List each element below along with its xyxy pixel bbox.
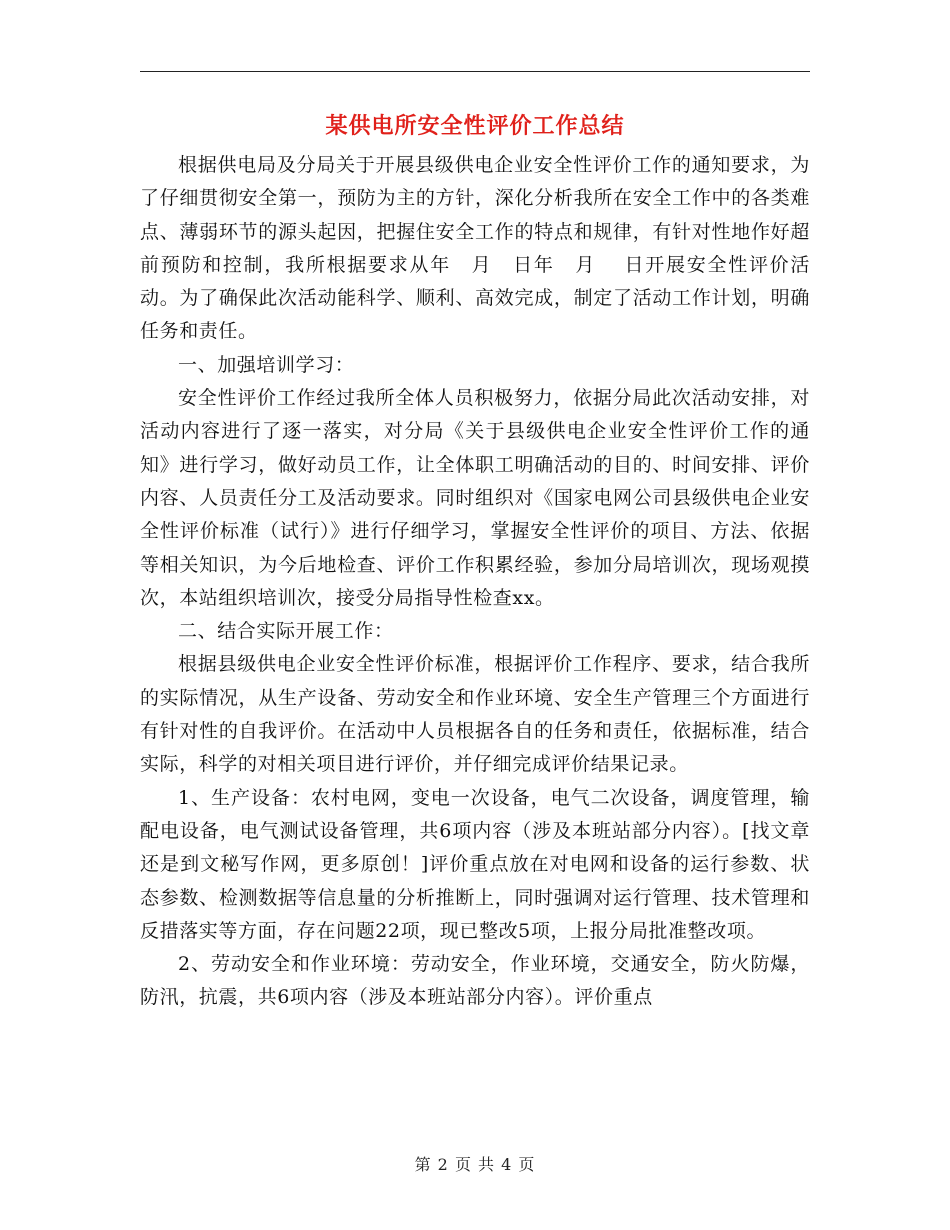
paragraph-practice: 根据县级供电企业安全性评价标准，根据评价工作程序、要求，结合我所的实际情况，从生产设备、劳动安全和作业环境、安全生产管理三个方面进行有针对性的自我评价。在活动中人员根据各自的任务和责任，依据标准，结合实际，科学的对相关项目进行评价，并仔细完成评价结果记录。 bbox=[140, 653, 810, 776]
page-footer bbox=[0, 1152, 950, 1175]
header-rule bbox=[140, 71, 810, 72]
paragraph-training: 安全性评价工作经过我所全体人员积极努力，依据分局此次活动安排，对活动内容进行了逐一落实，对分局《关于县级供电企业安全性评价工作的通知》进行学习，做好动员工作，让全体职工明确活动的目的、时间安排、评价内容、人员责任分工及活动要求。同时组织对《国家电网公司县级供电企业安全性评价标准（试行）》进行仔细学习，掌握安全性评价的项目、方法、依据等相关知识，为今后地检查、评价工作积累经验，参加分局培训次，现场观摸次，本站组织培训次，接受分局指导性检查xx。 bbox=[140, 387, 810, 609]
paragraph-production-equipment: 1、生产设备：农村电网，变电一次设备，电气二次设备，调度管理，输配电设备，电气测试设备管理，共6项内容（涉及本班站部分内容）。[找文章还是到文秘写作网，更多原创！]评价重点放在对电网和设备的运行参数、状态参数、检测数据等信息量的分析推断上，同时强调对运行管理、技术管理和反措落实等方面，存在问题22项，现已整改5项，上报分局批准整改项。 bbox=[140, 786, 810, 942]
paragraph-labor-safety: 2、劳动安全和作业环境：劳动安全，作业环境，交通安全，防火防爆，防汛，抗震，共6项内容（涉及本班站部分内容）。评价重点 bbox=[140, 953, 810, 1009]
page-number: 第 2 页 共 4 页 bbox=[414, 1155, 536, 1174]
paragraph-intro: 根据供电局及分局关于开展县级供电企业安全性评价工作的通知要求，为了仔细贯彻安全第一，预防为主的方针，深化分析我所在安全工作中的各类难点、薄弱环节的源头起因，把握住安全工作的特点和规律，有针对性地作好超前预防和控制，我所根据要求从年 月 日年 月 日开展安全性评价活动。为了确保此次活动能科学、顺利、高效完成，制定了活动工作计划，明确任务和责任。 bbox=[140, 154, 810, 343]
section-heading-training: 一、加强培训学习： bbox=[178, 353, 355, 376]
document-body bbox=[140, 149, 810, 1015]
document-title: 某供电所安全性评价工作总结 bbox=[325, 113, 625, 139]
section-heading-practice: 二、结合实际开展工作： bbox=[178, 620, 394, 643]
